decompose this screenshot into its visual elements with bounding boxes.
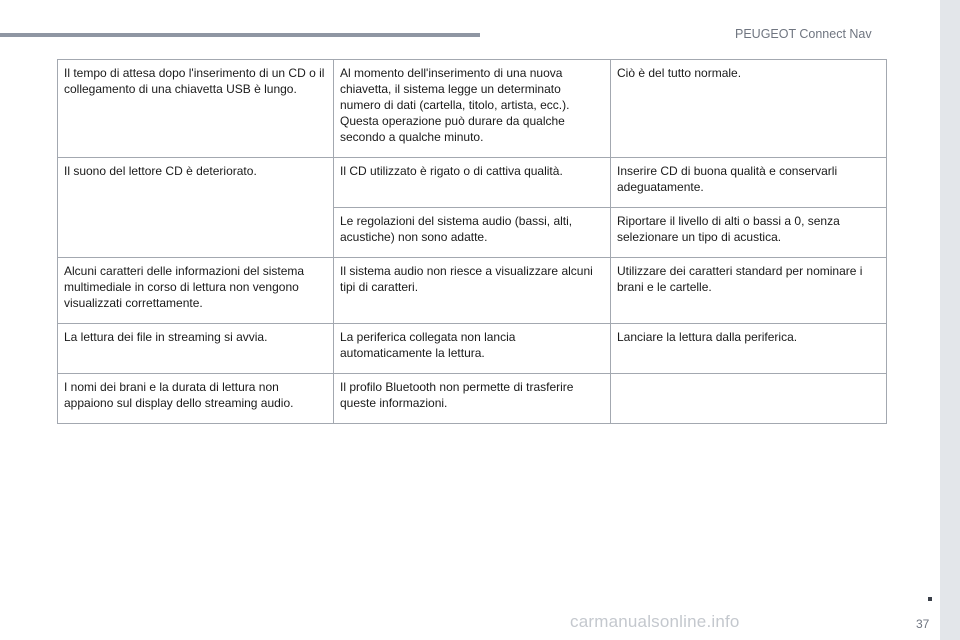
solution-cell: Riportare il livello di alti o bassi a 0, senza selezionare un tipo di acustica.	[611, 208, 887, 258]
problem-cell: Il tempo di attesa dopo l'inserimento di un CD o il collegamento di una chiavetta USB è lungo.	[58, 60, 334, 158]
table-row	[58, 324, 887, 374]
solution-cell: Lanciare la lettura dalla periferica.	[611, 324, 887, 374]
solution-cell	[611, 374, 887, 424]
brand-title: PEUGEOT Connect Nav	[735, 27, 872, 41]
page-marker	[928, 597, 932, 601]
cause-cell: Le regolazioni del sistema audio (bassi, alti, acustiche) non sono adatte.	[334, 208, 611, 258]
cause-cell: Il sistema audio non riesce a visualizzare alcuni tipi di caratteri.	[334, 258, 611, 324]
watermark-text: carmanualsonline.info	[570, 612, 740, 631]
problem-cell: I nomi dei brani e la durata di lettura non appaiono sul display dello streaming audio.	[58, 374, 334, 424]
table-row	[58, 374, 887, 424]
cause-cell: Il CD utilizzato è rigato o di cattiva qualità.	[334, 158, 611, 208]
table-row	[58, 258, 887, 324]
problem-cell: Il suono del lettore CD è deteriorato.	[58, 158, 334, 258]
cause-cell: Il profilo Bluetooth non permette di trasferire queste informazioni.	[334, 374, 611, 424]
problem-cell: Alcuni caratteri delle informazioni del sistema multimediale in corso di lettura non vengono visualizzati correttamente.	[58, 258, 334, 324]
cause-cell: Al momento dell'inserimento di una nuova chiavetta, il sistema legge un determinato numero di dati (cartella, titolo, artista, ecc.). Questa operazione può durare da qualche secondo a qualche minuto.	[334, 60, 611, 158]
side-tab-bar	[940, 0, 960, 640]
solution-cell: Inserire CD di buona qualità e conservarli adeguatamente.	[611, 158, 887, 208]
header-rule	[0, 33, 480, 37]
troubleshooting-table	[57, 59, 887, 424]
table-row	[58, 158, 887, 208]
solution-cell: Ciò è del tutto normale.	[611, 60, 887, 158]
solution-cell: Utilizzare dei caratteri standard per nominare i brani e le cartelle.	[611, 258, 887, 324]
table-row	[58, 60, 887, 158]
problem-cell: La lettura dei file in streaming si avvia.	[58, 324, 334, 374]
page-number: 37	[916, 617, 930, 631]
cause-cell: La periferica collegata non lancia automaticamente la lettura.	[334, 324, 611, 374]
